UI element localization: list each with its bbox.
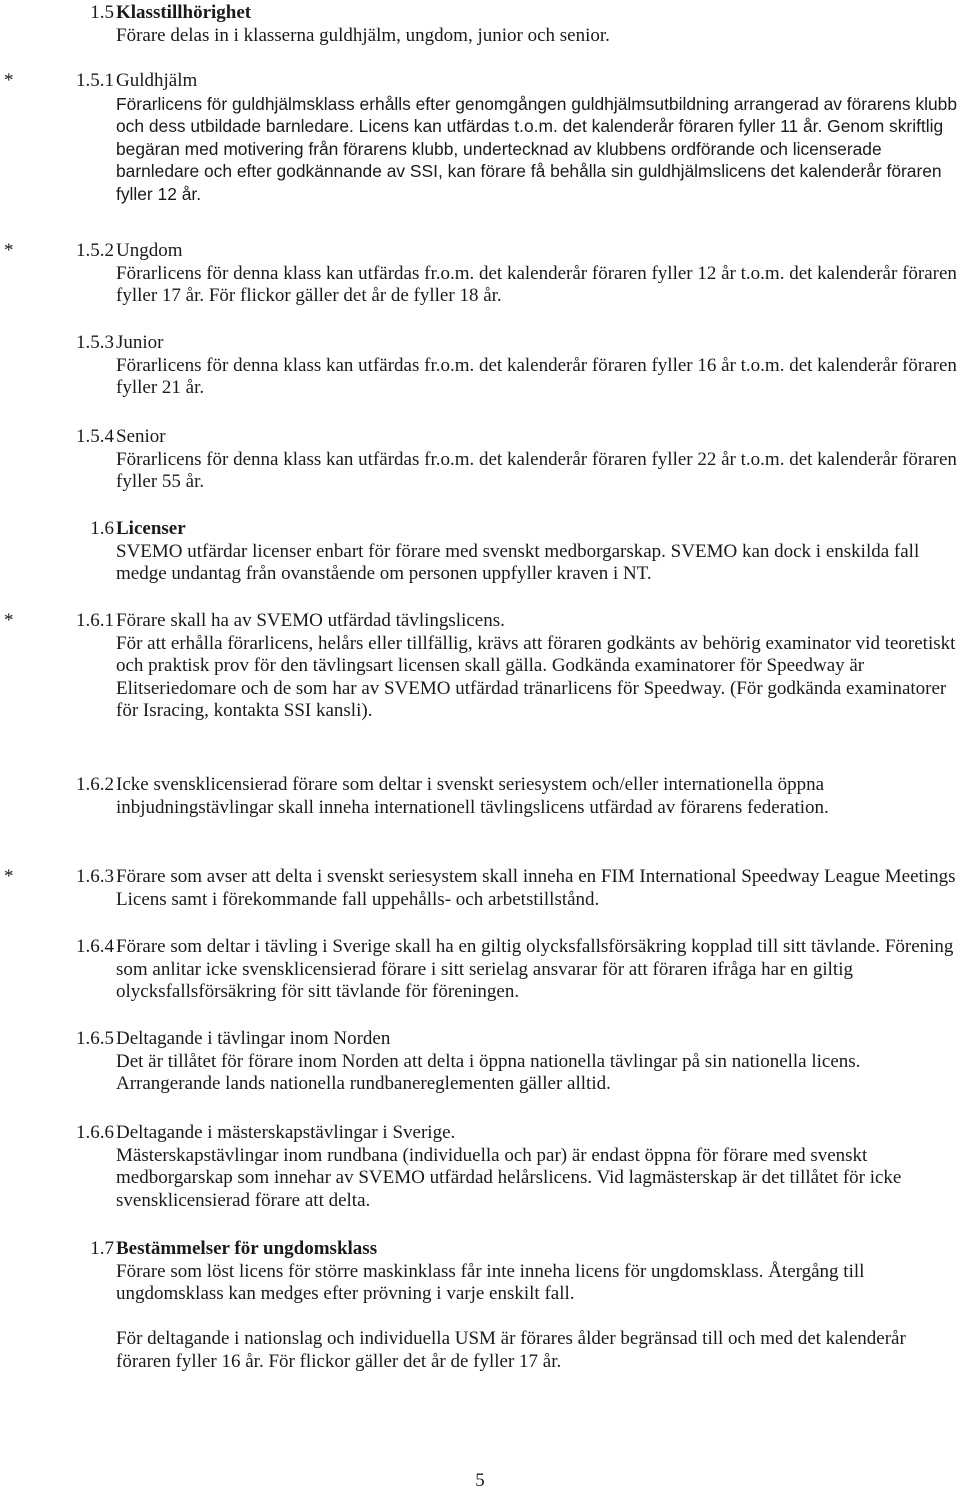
paragraph: Förare som deltar i tävling i Sverige skall ha en giltig olycksfallsförsäkring kopplad till sitt tävlande. Förening som anlitar icke svensklicensierad förare i sitt serielag ansvarar för att föraren ifråga har en giltig olycksfallsförsäkring för sitt tävlande för föreningen. — [116, 936, 954, 1003]
section-number: 1.6.4 — [76, 936, 114, 957]
paragraph: Förarlicens för denna klass kan utfärdas fr.o.m. det kalenderår föraren fyller 12 år t.o.m. det kalenderår föraren fyller 17 år. För flickor gäller det år de fyller 18 år. — [116, 262, 957, 307]
section-number: 1.6.3 — [76, 866, 114, 887]
section-number: 1.6.1 — [76, 610, 114, 631]
paragraph: Förarlicens för denna klass kan utfärdas fr.o.m. det kalenderår föraren fyller 16 år t.o.m. det kalenderår föraren fyller 21 år. — [116, 354, 957, 399]
section-title: Deltagande i mästerskapstävlingar i Sverige. — [116, 1122, 456, 1143]
section-title: Bestämmelser för ungdomsklass — [116, 1238, 378, 1259]
section-number: 1.6.6 — [76, 1122, 114, 1143]
paragraph: SVEMO utfärdar licenser enbart för förare med svenskt medborgarskap. SVEMO kan dock i enskilda fall medge undantag från ovanstående om personen uppfyller kraven i NT. — [116, 540, 920, 585]
section-title: Guldhjälm — [116, 70, 198, 91]
section-title: Junior — [116, 332, 164, 353]
section-number: 1.5.3 — [76, 332, 114, 353]
paragraph: Förarlicens för denna klass kan utfärdas fr.o.m. det kalenderår föraren fyller 22 år t.o.m. det kalenderår föraren fyller 55 år. — [116, 448, 957, 493]
paragraph: Förare som avser att delta i svenskt seriesystem skall inneha en FIM International Speedway League Meetings Licens samt i förekommande fall uppehålls- och arbetstillstånd. — [116, 866, 956, 910]
paragraph: Det är tillåtet för förare inom Norden att delta i öppna nationella tävlingar på sin nationella licens. Arrangerande lands nationella rundbanereglementen gäller alltid. — [116, 1050, 861, 1095]
section-number: 1.5.2 — [76, 240, 114, 261]
paragraph: Icke svensklicensierad förare som deltar i svenskt seriesystem och/eller internationella öppna inbjudningstävlingar skall inneha internationell tävlingslicens utfärdad av förarens federation. — [116, 774, 829, 818]
section-title: Senior — [116, 426, 166, 447]
paragraph: Förare delas in i klasserna guldhjälm, ungdom, junior och senior. — [116, 24, 610, 46]
section-title: Deltagande i tävlingar inom Norden — [116, 1028, 391, 1049]
section-number: 1.6.2 — [76, 774, 114, 795]
section-title: Ungdom — [116, 240, 183, 261]
paragraph: För att erhålla förarlicens, helårs eller tillfällig, krävs att föraren godkänts av behörig examinator vid teoretiskt och praktisk prov för den tävlingsart licensen skall gälla. Godkända examinatorer för Speedway är Elitseriedomare och de som har av SVEMO utfärdad tränarlicens för Speedway. (För godkända examinatorer för Isracing, kontakta SSI kansli). — [116, 632, 956, 722]
section-number: 1.7 — [90, 1238, 114, 1259]
change-marker: * — [4, 240, 14, 261]
change-marker: * — [4, 610, 14, 631]
section-number: 1.5 — [90, 2, 114, 23]
paragraph: Förarlicens för guldhjälmsklass erhålls efter genomgången guldhjälmsutbildning arrangerad av förarens klubb och dess utbildade barnledare. Licens kan utfärdas t.o.m. det kalenderår föraren fyller 11 år. Genom skriftlig begäran med motivering från förarens klubb, undertecknad av klubbens ordförande och licenserade barnledare och efter godkännande av SSI, kan förare få behålla sin guldhjälmslicens det kalenderår föraren fyller 12 år. — [116, 93, 958, 204]
change-marker: * — [4, 866, 14, 887]
section-number: 1.6.5 — [76, 1028, 114, 1049]
page-number: 5 — [475, 1470, 485, 1491]
section-number: 1.5.4 — [76, 426, 114, 447]
section-title: Licenser — [116, 518, 186, 539]
section-number: 1.6 — [90, 518, 114, 539]
paragraph: Förare som löst licens för större maskinklass får inte inneha licens för ungdomsklass. Återgång till ungdomsklass kan medges efter prövning i varje enskilt fall. — [116, 1260, 865, 1305]
section-number: 1.5.1 — [76, 70, 114, 91]
change-marker: * — [4, 70, 14, 91]
section-title: Klasstillhörighet — [116, 2, 252, 23]
section-title: Förare skall ha av SVEMO utfärdad tävlingslicens. — [116, 610, 505, 631]
paragraph: För deltagande i nationslag och individuella USM är förares ålder begränsad till och med det kalenderår föraren fyller 16 år. För flickor gäller det år de fyller 17 år. — [116, 1328, 906, 1372]
paragraph: Mästerskapstävlingar inom rundbana (individuella och par) är endast öppna för förare med svenskt medborgarskap som innehar av SVEMO utfärdad helårslicens. Vid lagmästerskap är det tillåtet för icke svensklicensierad förare att delta. — [116, 1144, 902, 1211]
